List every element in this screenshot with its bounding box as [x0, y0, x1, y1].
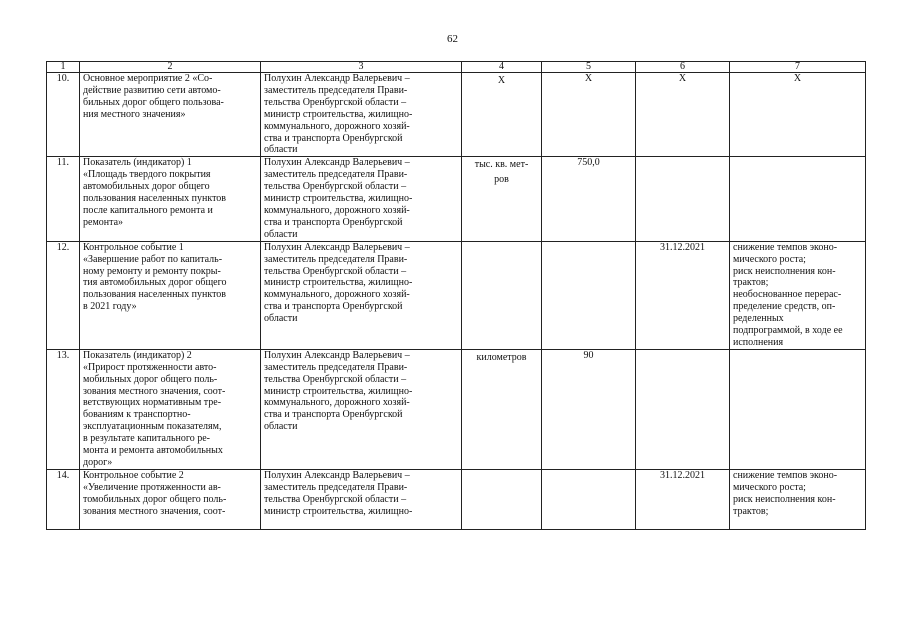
row-number: 11.: [47, 157, 80, 241]
row-date: [636, 349, 730, 469]
row-name: Основное мероприятие 2 «Со- действие развитию сети автомо- бильных дорог общего пользова- ния местного значения»: [80, 73, 261, 157]
table-row: [47, 157, 866, 241]
row-unit: [462, 241, 542, 349]
row-date: 31.12.2021: [636, 241, 730, 349]
row-responsible: Полухин Александр Валерьевич – заместитель председателя Прави- тельства Оренбургской области – министр строительства, жилищно- коммунального, дорожного хозяй- ства и транспорта Оренбургской области: [261, 241, 462, 349]
row-date: 31.12.2021: [636, 469, 730, 529]
control-events-table: [46, 61, 866, 530]
row-number: 13.: [47, 349, 80, 469]
table-row: [47, 469, 866, 529]
column-header-1: 1: [47, 62, 80, 73]
row-unit: [462, 469, 542, 529]
row-responsible: Полухин Александр Валерьевич – заместитель председателя Прави- тельства Оренбургской области – министр строительства, жилищно- коммунального, дорожного хозяй- ства и транспорта Оренбургской области: [261, 349, 462, 469]
column-header-7: 7: [730, 62, 866, 73]
row-risks: Х: [730, 73, 866, 157]
row-name: Показатель (индикатор) 1 «Площадь твердого покрытия автомобильных дорог общего пользования населенных пунктов после капитального ремонта и ремонта»: [80, 157, 261, 241]
row-value: [542, 469, 636, 529]
column-header-4: 4: [462, 62, 542, 73]
column-header-5: 5: [542, 62, 636, 73]
row-responsible: Полухин Александр Валерьевич – заместитель председателя Прави- тельства Оренбургской области – министр строительства, жилищно-: [261, 469, 462, 529]
table-row: [47, 241, 866, 349]
row-risks: [730, 349, 866, 469]
column-header-6: 6: [636, 62, 730, 73]
row-number: 14.: [47, 469, 80, 529]
row-value: 90: [542, 349, 636, 469]
row-risks: снижение темпов эконо- мического роста; риск неисполнения кон- трактов; необоснованное перерас- пределение средств, оп- ределенных подпрограммой, в ходе ее исполнения: [730, 241, 866, 349]
row-name: Контрольное событие 2 «Увеличение протяженности ав- томобильных дорог общего поль- зования местного значения, соот-: [80, 469, 261, 529]
row-date: [636, 157, 730, 241]
row-responsible: Полухин Александр Валерьевич – заместитель председателя Прави- тельства Оренбургской области – министр строительства, жилищно- коммунального, дорожного хозяй- ства и транспорта Оренбургской области: [261, 73, 462, 157]
row-name: Показатель (индикатор) 2 «Прирост протяженности авто- мобильных дорог общего поль- зования местного значения, соот- ветствующих нормативным тре- бованиям к транспортно- эксплуатационным показателям, в результате капитального ре- монта и ремонта автомобильных дорог»: [80, 349, 261, 469]
row-value: [542, 241, 636, 349]
column-header-3: 3: [261, 62, 462, 73]
page-number: 62: [447, 33, 458, 45]
row-date: Х: [636, 73, 730, 157]
header-row: [47, 62, 866, 73]
table-row: [47, 349, 866, 469]
row-unit: Х: [462, 73, 542, 157]
row-value: Х: [542, 73, 636, 157]
row-risks: снижение темпов эконо- мического роста; риск неисполнения кон- трактов;: [730, 469, 866, 529]
row-name: Контрольное событие 1 «Завершение работ по капиталь- ному ремонту и ремонту покры- тия автомобильных дорог общего пользования населенных пунктов в 2021 году»: [80, 241, 261, 349]
row-responsible: Полухин Александр Валерьевич – заместитель председателя Прави- тельства Оренбургской области – министр строительства, жилищно- коммунального, дорожного хозяй- ства и транспорта Оренбургской области: [261, 157, 462, 241]
column-header-2: 2: [80, 62, 261, 73]
row-unit: километров: [462, 349, 542, 469]
row-risks: [730, 157, 866, 241]
table-row: [47, 73, 866, 157]
row-value: 750,0: [542, 157, 636, 241]
row-unit: тыс. кв. мет- ров: [462, 157, 542, 241]
row-number: 12.: [47, 241, 80, 349]
row-number: 10.: [47, 73, 80, 157]
